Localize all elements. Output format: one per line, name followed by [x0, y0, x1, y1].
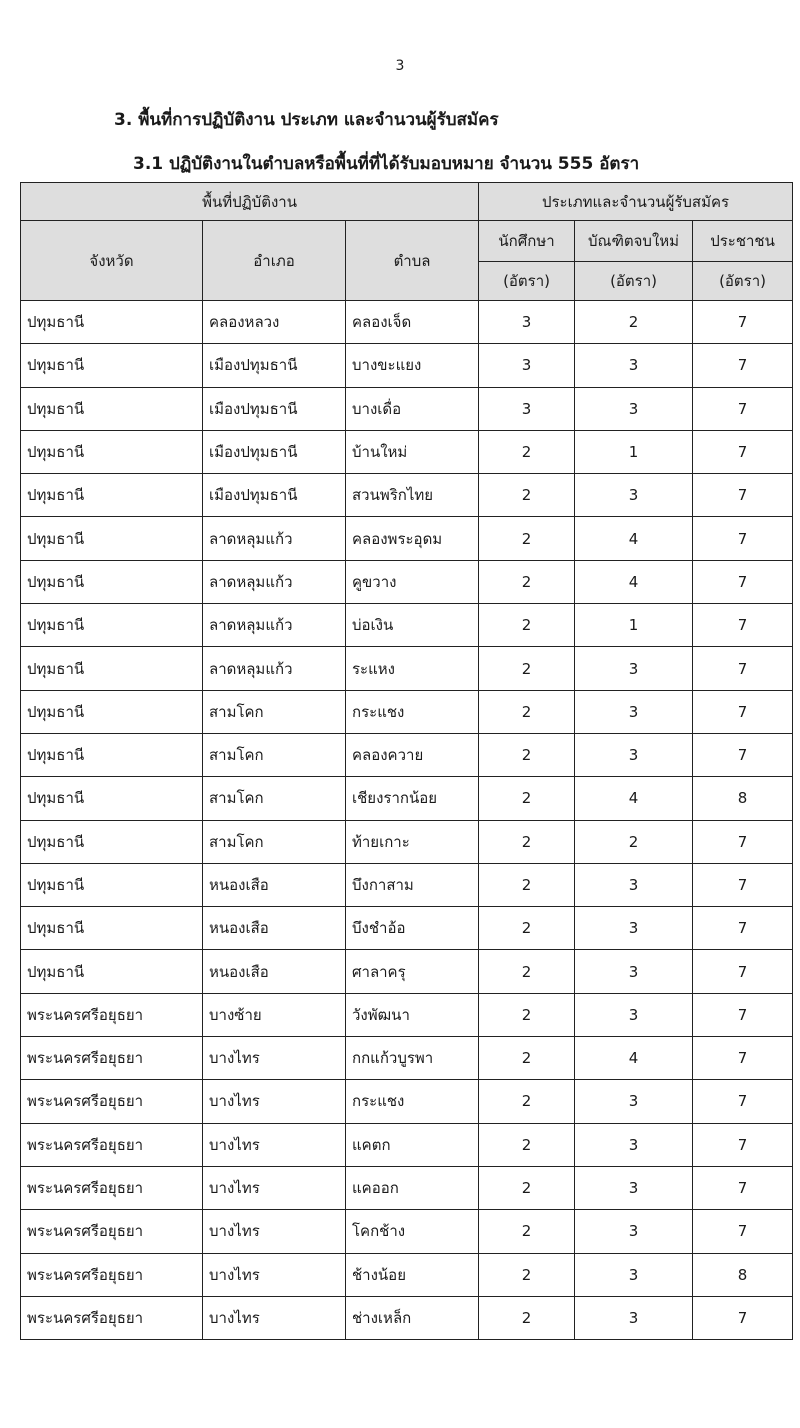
- subdistrict-cell: กกแก้วบูรพา: [346, 1037, 479, 1080]
- graduate-count-cell: 3: [575, 993, 693, 1036]
- district-cell: สามโคก: [203, 733, 346, 776]
- district-cell: คลองหลวง: [203, 301, 346, 344]
- province-cell: ปทุมธานี: [21, 517, 203, 560]
- province-cell: ปทุมธานี: [21, 820, 203, 863]
- citizen-count-cell: 7: [693, 301, 793, 344]
- table-row: [21, 1037, 793, 1080]
- header-graduate: บัณฑิตจบใหม่: [575, 221, 693, 262]
- citizen-count-cell: 7: [693, 1123, 793, 1166]
- province-cell: ปทุมธานี: [21, 430, 203, 473]
- graduate-count-cell: 3: [575, 690, 693, 733]
- graduate-count-cell: 3: [575, 647, 693, 690]
- province-cell: ปทุมธานี: [21, 604, 203, 647]
- district-cell: เมืองปทุมธานี: [203, 430, 346, 473]
- subdistrict-cell: แคออก: [346, 1166, 479, 1209]
- subdistrict-cell: ระแหง: [346, 647, 479, 690]
- citizen-count-cell: 7: [693, 1037, 793, 1080]
- province-cell: ปทุมธานี: [21, 560, 203, 603]
- table-row: [21, 1296, 793, 1339]
- header-student: นักศึกษา: [479, 221, 575, 262]
- graduate-count-cell: 4: [575, 1037, 693, 1080]
- province-cell: ปทุมธานี: [21, 907, 203, 950]
- subdistrict-cell: บ่อเงิน: [346, 604, 479, 647]
- citizen-count-cell: 7: [693, 1080, 793, 1123]
- citizen-count-cell: 7: [693, 474, 793, 517]
- graduate-count-cell: 3: [575, 344, 693, 387]
- district-cell: สามโคก: [203, 690, 346, 733]
- student-count-cell: 2: [479, 820, 575, 863]
- graduate-count-cell: 3: [575, 863, 693, 906]
- subdistrict-cell: คลองเจ็ด: [346, 301, 479, 344]
- header-province: จังหวัด: [21, 221, 203, 301]
- citizen-count-cell: 7: [693, 1210, 793, 1253]
- citizen-count-cell: 7: [693, 733, 793, 776]
- district-cell: สามโคก: [203, 820, 346, 863]
- district-cell: บางซ้าย: [203, 993, 346, 1036]
- subdistrict-cell: บางเดื่อ: [346, 387, 479, 430]
- student-count-cell: 2: [479, 604, 575, 647]
- table-row: [21, 474, 793, 517]
- positions-table: [20, 182, 793, 1340]
- header-type-count: ประเภทและจำนวนผู้รับสมัคร: [479, 183, 793, 221]
- table-row: [21, 950, 793, 993]
- graduate-count-cell: 3: [575, 907, 693, 950]
- province-cell: พระนครศรีอยุธยา: [21, 993, 203, 1036]
- graduate-count-cell: 4: [575, 777, 693, 820]
- header-unit-student: (อัตรา): [479, 262, 575, 301]
- header-citizen: ประชาชน: [693, 221, 793, 262]
- district-cell: บางไทร: [203, 1080, 346, 1123]
- graduate-count-cell: 2: [575, 301, 693, 344]
- header-area: พื้นที่ปฏิบัติงาน: [21, 183, 479, 221]
- citizen-count-cell: 7: [693, 690, 793, 733]
- student-count-cell: 2: [479, 474, 575, 517]
- student-count-cell: 2: [479, 1253, 575, 1296]
- graduate-count-cell: 3: [575, 1166, 693, 1209]
- province-cell: พระนครศรีอยุธยา: [21, 1296, 203, 1339]
- subdistrict-cell: กระแชง: [346, 1080, 479, 1123]
- table-row: [21, 1080, 793, 1123]
- district-cell: บางไทร: [203, 1253, 346, 1296]
- citizen-count-cell: 7: [693, 647, 793, 690]
- province-cell: พระนครศรีอยุธยา: [21, 1123, 203, 1166]
- subdistrict-cell: คลองควาย: [346, 733, 479, 776]
- table-row: [21, 690, 793, 733]
- citizen-count-cell: 7: [693, 517, 793, 560]
- subdistrict-cell: สวนพริกไทย: [346, 474, 479, 517]
- citizen-count-cell: 7: [693, 950, 793, 993]
- student-count-cell: 3: [479, 301, 575, 344]
- table-row: [21, 733, 793, 776]
- student-count-cell: 2: [479, 430, 575, 473]
- subdistrict-cell: ช้างน้อย: [346, 1253, 479, 1296]
- subdistrict-cell: ท้ายเกาะ: [346, 820, 479, 863]
- table-body: [21, 301, 793, 1340]
- table-row: [21, 387, 793, 430]
- table-row: [21, 647, 793, 690]
- page-number: 3: [395, 58, 405, 74]
- graduate-count-cell: 3: [575, 1080, 693, 1123]
- province-cell: ปทุมธานี: [21, 344, 203, 387]
- subdistrict-cell: แคตก: [346, 1123, 479, 1166]
- graduate-count-cell: 3: [575, 1123, 693, 1166]
- table-row: [21, 907, 793, 950]
- subdistrict-cell: บึงชำอ้อ: [346, 907, 479, 950]
- district-cell: ลาดหลุมแก้ว: [203, 517, 346, 560]
- province-cell: พระนครศรีอยุธยา: [21, 1253, 203, 1296]
- district-cell: สามโคก: [203, 777, 346, 820]
- subdistrict-cell: คูขวาง: [346, 560, 479, 603]
- district-cell: บางไทร: [203, 1037, 346, 1080]
- table-row: [21, 777, 793, 820]
- student-count-cell: 2: [479, 1123, 575, 1166]
- student-count-cell: 2: [479, 733, 575, 776]
- graduate-count-cell: 3: [575, 387, 693, 430]
- table-row: [21, 863, 793, 906]
- subdistrict-cell: วังพัฒนา: [346, 993, 479, 1036]
- header-unit-graduate: (อัตรา): [575, 262, 693, 301]
- province-cell: พระนครศรีอยุธยา: [21, 1080, 203, 1123]
- table-row: [21, 1253, 793, 1296]
- subdistrict-cell: ช่างเหล็ก: [346, 1296, 479, 1339]
- citizen-count-cell: 8: [693, 777, 793, 820]
- table-row: [21, 1123, 793, 1166]
- section-title: 3. พื้นที่การปฏิบัติงาน ประเภท และจำนวนผู้รับสมัคร: [114, 110, 499, 130]
- district-cell: เมืองปทุมธานี: [203, 344, 346, 387]
- province-cell: ปทุมธานี: [21, 387, 203, 430]
- student-count-cell: 2: [479, 1080, 575, 1123]
- graduate-count-cell: 3: [575, 950, 693, 993]
- subdistrict-cell: บางขะแยง: [346, 344, 479, 387]
- student-count-cell: 2: [479, 647, 575, 690]
- citizen-count-cell: 7: [693, 430, 793, 473]
- district-cell: หนองเสือ: [203, 863, 346, 906]
- citizen-count-cell: 7: [693, 820, 793, 863]
- district-cell: บางไทร: [203, 1123, 346, 1166]
- student-count-cell: 2: [479, 777, 575, 820]
- citizen-count-cell: 7: [693, 604, 793, 647]
- province-cell: ปทุมธานี: [21, 950, 203, 993]
- district-cell: บางไทร: [203, 1210, 346, 1253]
- province-cell: ปทุมธานี: [21, 474, 203, 517]
- table-row: [21, 993, 793, 1036]
- province-cell: พระนครศรีอยุธยา: [21, 1210, 203, 1253]
- district-cell: ลาดหลุมแก้ว: [203, 560, 346, 603]
- table-row: [21, 560, 793, 603]
- citizen-count-cell: 7: [693, 1166, 793, 1209]
- province-cell: ปทุมธานี: [21, 863, 203, 906]
- citizen-count-cell: 7: [693, 993, 793, 1036]
- province-cell: ปทุมธานี: [21, 690, 203, 733]
- subdistrict-cell: บึงกาสาม: [346, 863, 479, 906]
- district-cell: ลาดหลุมแก้ว: [203, 647, 346, 690]
- district-cell: หนองเสือ: [203, 907, 346, 950]
- district-cell: เมืองปทุมธานี: [203, 387, 346, 430]
- citizen-count-cell: 7: [693, 344, 793, 387]
- header-district: อำเภอ: [203, 221, 346, 301]
- student-count-cell: 2: [479, 517, 575, 560]
- graduate-count-cell: 3: [575, 1210, 693, 1253]
- province-cell: ปทุมธานี: [21, 301, 203, 344]
- graduate-count-cell: 3: [575, 474, 693, 517]
- graduate-count-cell: 2: [575, 820, 693, 863]
- citizen-count-cell: 7: [693, 907, 793, 950]
- student-count-cell: 3: [479, 387, 575, 430]
- table-row: [21, 820, 793, 863]
- subdistrict-cell: บ้านใหม่: [346, 430, 479, 473]
- header-subdistrict: ตำบล: [346, 221, 479, 301]
- citizen-count-cell: 7: [693, 387, 793, 430]
- student-count-cell: 2: [479, 1037, 575, 1080]
- table-row: [21, 517, 793, 560]
- subdistrict-cell: เชียงรากน้อย: [346, 777, 479, 820]
- student-count-cell: 3: [479, 344, 575, 387]
- graduate-count-cell: 1: [575, 430, 693, 473]
- graduate-count-cell: 3: [575, 733, 693, 776]
- subsection-title: 3.1 ปฏิบัติงานในตำบลหรือพื้นที่ที่ได้รับมอบหมาย จำนวน 555 อัตรา: [133, 154, 640, 174]
- province-cell: ปทุมธานี: [21, 733, 203, 776]
- table-row: [21, 604, 793, 647]
- citizen-count-cell: 8: [693, 1253, 793, 1296]
- graduate-count-cell: 4: [575, 517, 693, 560]
- graduate-count-cell: 1: [575, 604, 693, 647]
- citizen-count-cell: 7: [693, 863, 793, 906]
- citizen-count-cell: 7: [693, 560, 793, 603]
- student-count-cell: 2: [479, 993, 575, 1036]
- subdistrict-cell: โคกช้าง: [346, 1210, 479, 1253]
- graduate-count-cell: 4: [575, 560, 693, 603]
- province-cell: พระนครศรีอยุธยา: [21, 1037, 203, 1080]
- subdistrict-cell: คลองพระอุดม: [346, 517, 479, 560]
- student-count-cell: 2: [479, 863, 575, 906]
- table-row: [21, 430, 793, 473]
- student-count-cell: 2: [479, 907, 575, 950]
- student-count-cell: 2: [479, 690, 575, 733]
- table-row: [21, 1210, 793, 1253]
- header-unit-citizen: (อัตรา): [693, 262, 793, 301]
- table-row: [21, 301, 793, 344]
- student-count-cell: 2: [479, 950, 575, 993]
- subdistrict-cell: กระแชง: [346, 690, 479, 733]
- district-cell: ลาดหลุมแก้ว: [203, 604, 346, 647]
- student-count-cell: 2: [479, 1210, 575, 1253]
- district-cell: บางไทร: [203, 1166, 346, 1209]
- table-row: [21, 1166, 793, 1209]
- district-cell: หนองเสือ: [203, 950, 346, 993]
- graduate-count-cell: 3: [575, 1296, 693, 1339]
- province-cell: ปทุมธานี: [21, 777, 203, 820]
- graduate-count-cell: 3: [575, 1253, 693, 1296]
- student-count-cell: 2: [479, 1166, 575, 1209]
- table-row: [21, 344, 793, 387]
- subdistrict-cell: ศาลาครุ: [346, 950, 479, 993]
- district-cell: บางไทร: [203, 1296, 346, 1339]
- province-cell: ปทุมธานี: [21, 647, 203, 690]
- citizen-count-cell: 7: [693, 1296, 793, 1339]
- province-cell: พระนครศรีอยุธยา: [21, 1166, 203, 1209]
- student-count-cell: 2: [479, 560, 575, 603]
- district-cell: เมืองปทุมธานี: [203, 474, 346, 517]
- student-count-cell: 2: [479, 1296, 575, 1339]
